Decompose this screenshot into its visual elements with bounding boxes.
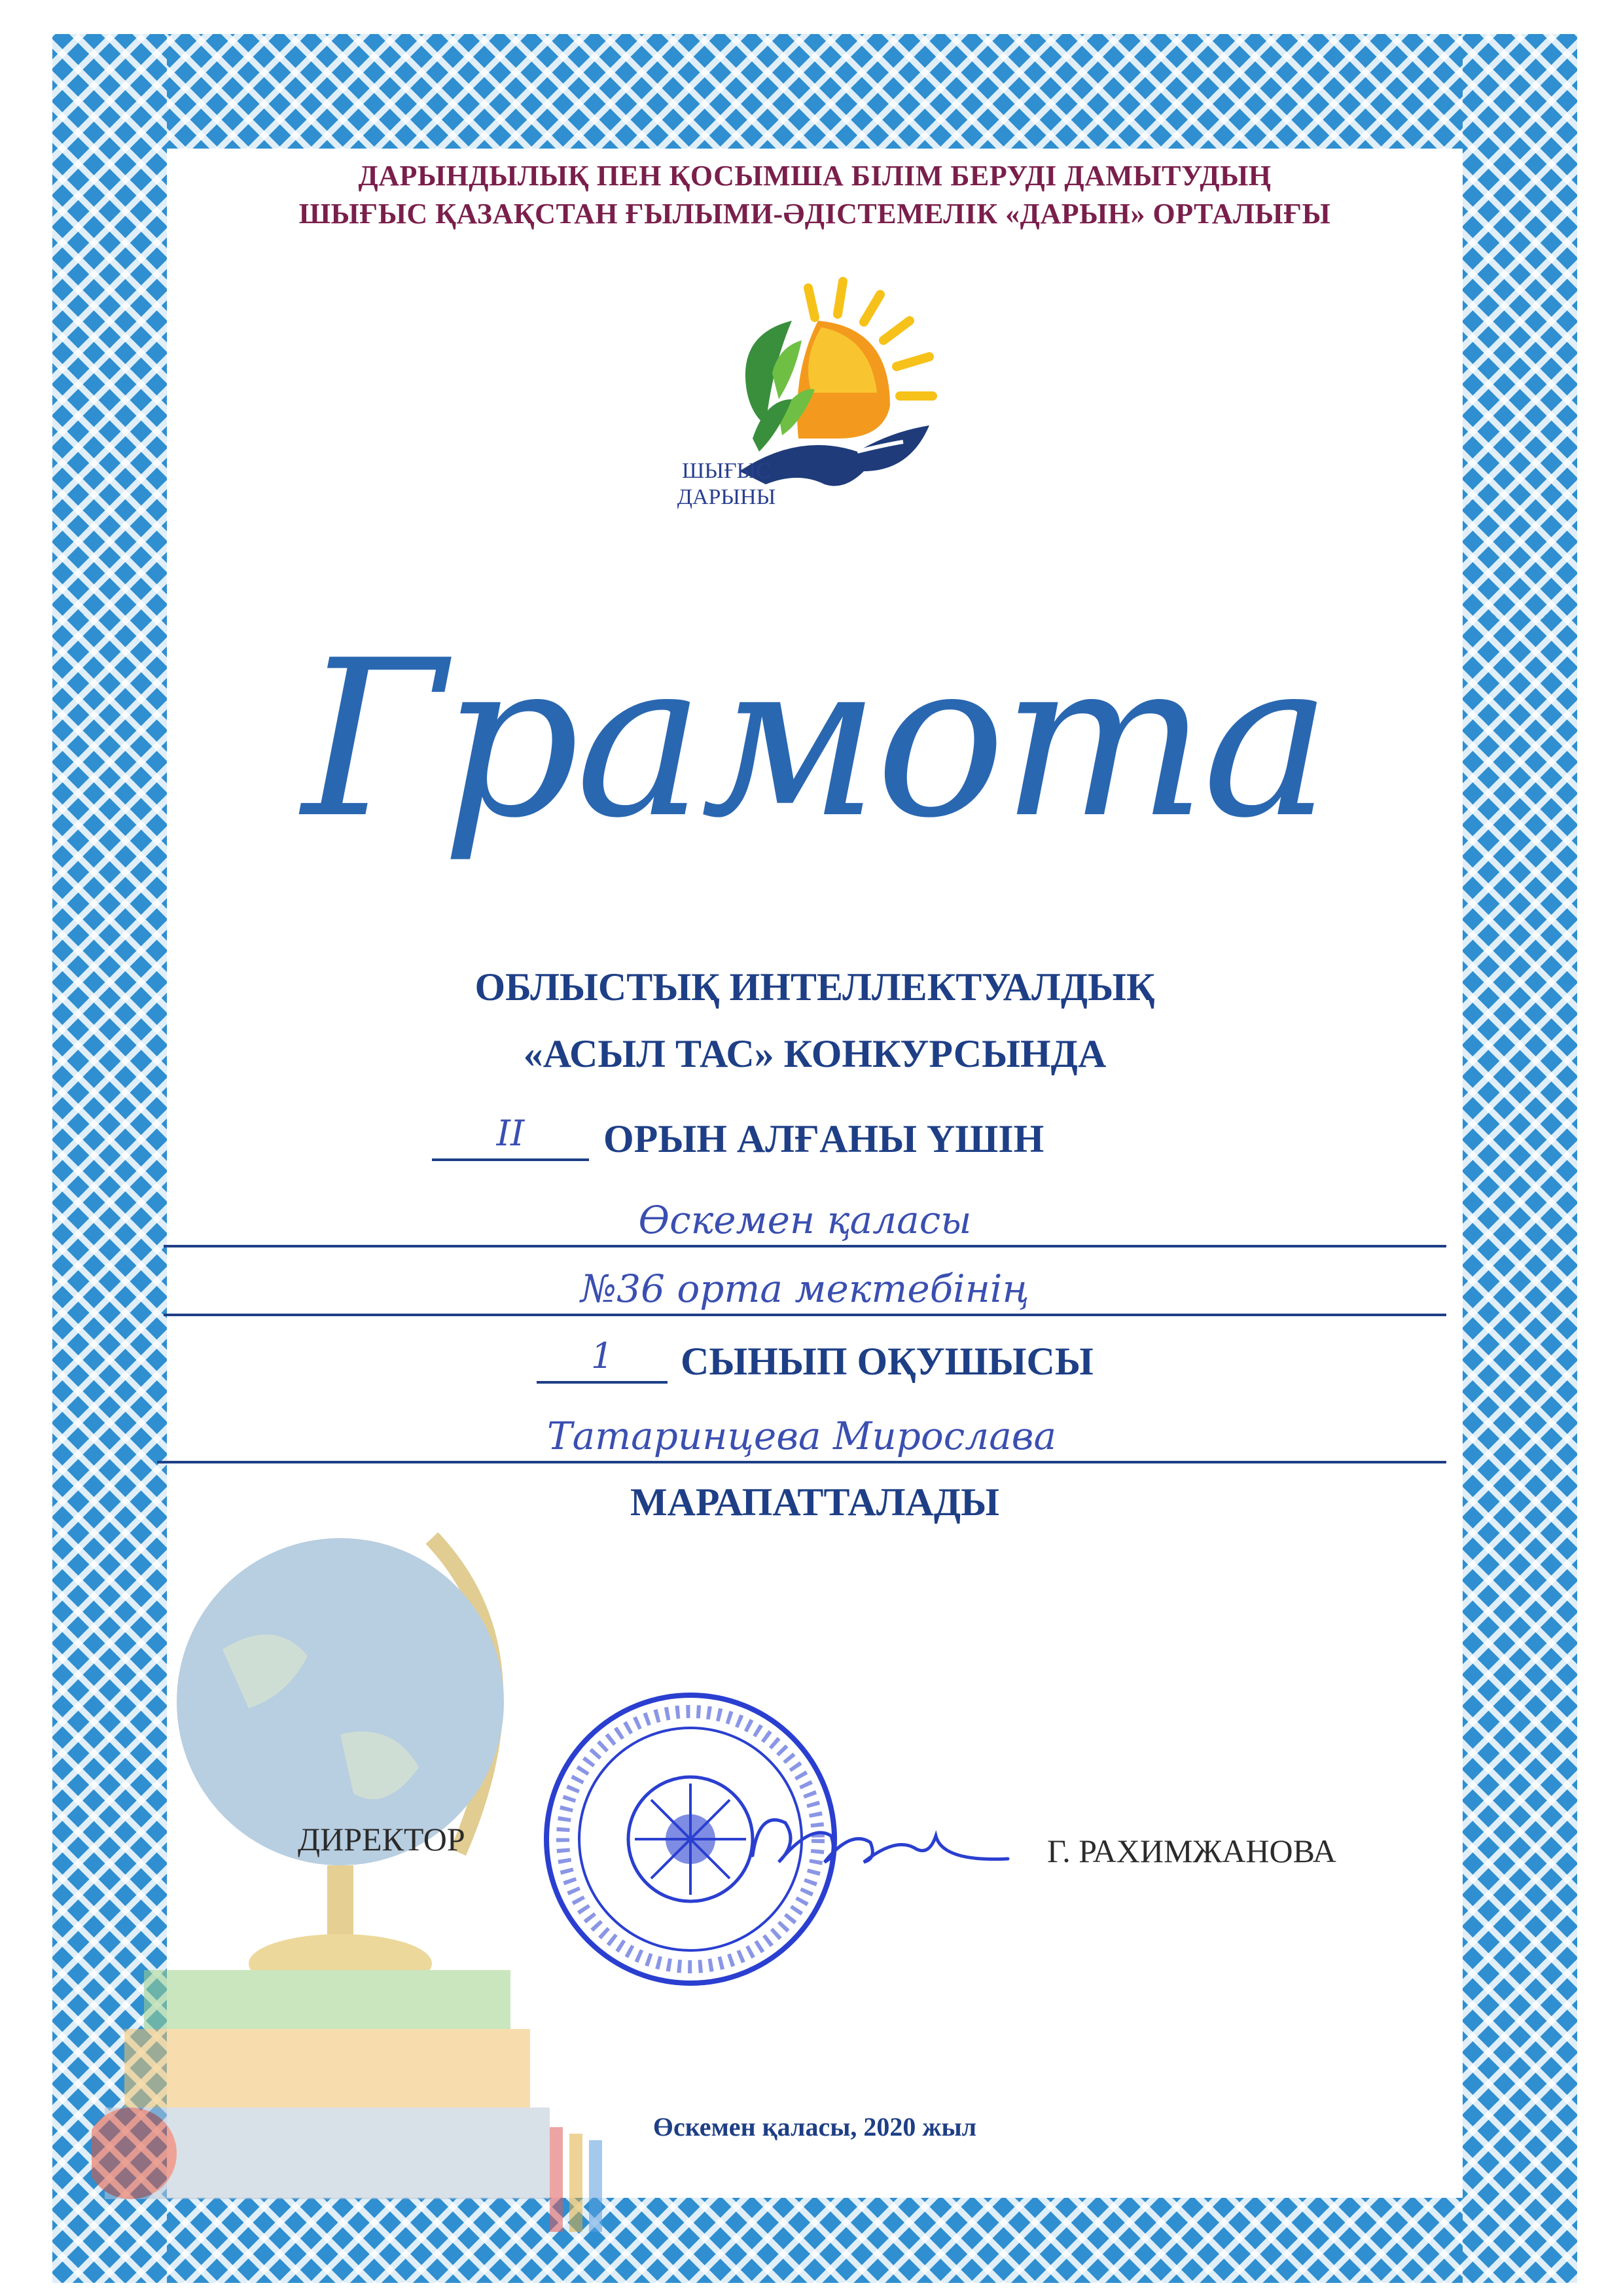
contest-line2: «АСЫЛ ТАС» КОНКУРСЫНДА — [523, 1032, 1107, 1075]
contest-line1: ОБЛЫСТЫҚ ИНТЕЛЛЕКТУАЛДЫҚ — [474, 965, 1155, 1009]
director-label: ДИРЕКТОР — [298, 1821, 465, 1857]
grade-row — [537, 1335, 1257, 1388]
org-name-line2: ШЫҒЫС ҚАЗАҚСТАН ҒЫЛЫМИ-ӘДІСТЕМЕЛІК «ДАРЫН» ОРТАЛЫҒЫ — [298, 198, 1331, 230]
grade-value: 1 — [537, 1335, 668, 1384]
footer-place-year: Өскемен қаласы, 2020 жыл — [652, 2112, 977, 2142]
city-line — [164, 1198, 1446, 1247]
ornament-border-top — [52, 34, 1577, 149]
school-handwritten: №36 орта мектебінің — [580, 1266, 1029, 1311]
logo-caption-line1: ШЫҒЫС — [682, 459, 771, 483]
logo-caption-line2: ДАРЫНЫ — [677, 485, 776, 509]
place-row — [432, 1113, 1283, 1165]
director-signature — [740, 1797, 1014, 1888]
org-name-line1: ДАРЫНДЫЛЫҚ ПЕН ҚОСЫМША БІЛІМ БЕРУДІ ДАМЫТУДЫҢ — [358, 160, 1272, 192]
student-line — [157, 1414, 1446, 1463]
director-name: Г. РАХИМЖАНОВА — [1047, 1833, 1336, 1869]
ornament-border-right — [1463, 34, 1577, 2283]
place-label: ОРЫН АЛҒАНЫ ҮШІН — [603, 1117, 1044, 1160]
place-value: II — [432, 1113, 589, 1161]
grade-label: СЫНЫП ОҚУШЫСЫ — [681, 1340, 1094, 1383]
school-line — [164, 1266, 1446, 1316]
award-text: МАРАПАТТАЛАДЫ — [630, 1480, 1000, 1524]
logo-caption — [661, 458, 792, 511]
certificate-title: Грамота — [302, 614, 1328, 865]
city-handwritten: Өскемен қаласы — [638, 1198, 972, 1242]
student-handwritten: Татаринцева Мирослава — [546, 1414, 1057, 1458]
